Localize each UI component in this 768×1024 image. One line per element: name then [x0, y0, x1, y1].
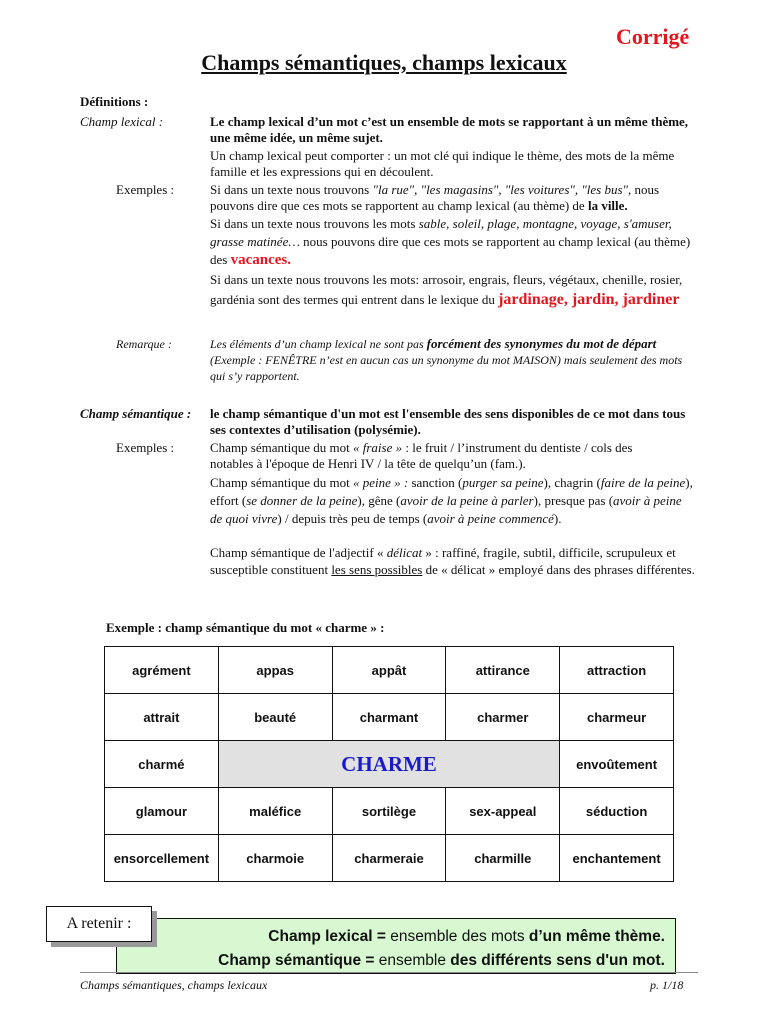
- ex1-text-a: Si dans un texte nous trouvons: [210, 182, 373, 197]
- table-cell: appât: [332, 647, 446, 694]
- table-cell: ensorcellement: [105, 835, 219, 882]
- ex3-text-a: Si dans un texte nous trouvons les mots: arrosoir, engrais, fleurs, végétaux, chenille, rosier, gardénia sont des termes qui entrent dans le lexique du: [210, 272, 683, 307]
- table-cell: envoûtement: [560, 741, 674, 788]
- sem-ex2-d: ), effort (: [210, 475, 693, 508]
- corrige-label: Corrigé: [616, 24, 690, 49]
- lexical-example-1: [210, 182, 700, 214]
- ex2-theme: vacances.: [230, 252, 291, 268]
- summary-l1-norm: ensemble des mots: [385, 928, 529, 945]
- table-cell: agrément: [105, 647, 219, 694]
- ex1-theme: la ville.: [587, 198, 628, 213]
- table-cell: sex-appeal: [446, 788, 560, 835]
- table-row: [105, 741, 674, 788]
- table-cell: beauté: [218, 694, 332, 741]
- lexical-label: Champ lexical :: [80, 114, 164, 129]
- footer-divider: [80, 972, 698, 973]
- lexical-example-3: [210, 270, 688, 310]
- table-cell: charmoie: [218, 835, 332, 882]
- page-title: Champs sémantiques, champs lexicaux: [201, 50, 567, 75]
- table-row: [105, 694, 674, 741]
- summary-l2-end: des différents sens d'un mot.: [450, 952, 665, 969]
- summary-line-1: [117, 925, 665, 949]
- remark-text-b: (Exemple : FENÊTRE n’est en aucun cas un synonyme du mot MAISON) mais seulement des mots qui s’y rapportent.: [210, 353, 683, 383]
- ex3-theme: jardinage, jardin, jardiner: [498, 291, 680, 308]
- ex1-words: "la rue", "les magasins", "les voitures", "les bus",: [372, 182, 632, 197]
- sem-ex2-a: Champ sémantique du mot: [210, 475, 353, 490]
- sem-ex1-a: Champ sémantique du mot: [210, 440, 353, 455]
- semantic-label: Champ sémantique :: [80, 406, 192, 421]
- lexical-note: Un champ lexical peut comporter : un mot clé qui indique le thème, des mots de la même famille et les expressions qui en découlent.: [210, 148, 675, 179]
- remark-text: [210, 336, 700, 384]
- sem-ex1-word: « fraise »: [352, 440, 403, 455]
- ex2-text-a: Si dans un texte nous trouvons les mots: [210, 216, 419, 231]
- table-cell: maléfice: [218, 788, 332, 835]
- table-cell: enchantement: [560, 835, 674, 882]
- sem-ex2-h: ).: [553, 511, 562, 526]
- sem-ex1-b: : le fruit / l’instrument du dentiste / cols des notables à l'époque de Henri IV / la tête de quelqu’un (fam.).: [210, 440, 633, 471]
- remark-bold: forcément des synonymes du mot de départ: [426, 336, 657, 351]
- sem-ex2-g: ) / depuis très peu de temps (: [277, 511, 428, 526]
- footer-page-number: p. 1/18: [650, 978, 684, 992]
- table-cell: attirance: [446, 647, 560, 694]
- table-row: [105, 835, 674, 882]
- sem-ex2-i4: avoir de la peine à parler: [400, 493, 534, 508]
- summary-l2-bold: Champ sémantique =: [218, 952, 375, 969]
- sem-ex2-i5: avoir à peine de quoi vivre: [210, 493, 682, 526]
- table-cell: charmé: [105, 741, 219, 788]
- summary-box: [116, 918, 676, 974]
- summary-l1-end: d’un même thème.: [528, 928, 665, 945]
- sem-ex2-b: sanction (: [408, 475, 463, 490]
- table-cell: sortilège: [332, 788, 446, 835]
- sem-ex2-f: ), presque pas (: [533, 493, 614, 508]
- sem-ex2-i3: se donner de la peine: [246, 493, 358, 508]
- sem-ex2-c: ), chagrin (: [543, 475, 601, 490]
- table-row: [105, 788, 674, 835]
- sem-ex2-word: « peine » :: [352, 475, 409, 490]
- sem-ex3-word: délicat: [386, 545, 423, 560]
- table-cell: charmer: [446, 694, 560, 741]
- charme-table: [104, 646, 674, 882]
- semantic-example-2: [210, 474, 696, 528]
- ex2-words: sable, soleil, plage, montagne, voyage, s'amuser, grasse matinée…: [210, 216, 672, 249]
- retenir-label: A retenir :: [46, 906, 152, 942]
- table-cell: charmeur: [560, 694, 674, 741]
- sem-ex2-i2: faire de la peine: [600, 475, 686, 490]
- semantic-example-3: [210, 544, 696, 578]
- footer-title: Champs sémantiques, champs lexicaux: [80, 978, 268, 992]
- table-center-cell: CHARME: [218, 741, 559, 788]
- sem-ex3-a: Champ sémantique de l'adjectif «: [210, 545, 387, 560]
- lexical-definition: Le champ lexical d’un mot c’est un ensemble de mots se rapportant à un même thème, une même idée, un même sujet.: [210, 114, 689, 145]
- ex2-text-b: nous pouvons dire que ces mots se rapportent au champ lexical (au thème) des: [210, 234, 691, 267]
- table-cell: attraction: [560, 647, 674, 694]
- sem-ex3-b: » : raffiné, fragile, subtil, difficile, scrupuleux et susceptible constituent: [210, 545, 676, 577]
- summary-line-2: [117, 949, 665, 973]
- table-heading: Exemple : champ sémantique du mot « charme » :: [106, 620, 385, 635]
- table-cell: glamour: [105, 788, 219, 835]
- semantic-example-1: [210, 440, 660, 472]
- remark-label: Remarque :: [116, 337, 172, 351]
- table-row: [105, 647, 674, 694]
- summary-l2-norm: ensemble: [374, 952, 451, 969]
- lexical-examples-label: Exemples :: [116, 182, 175, 197]
- table-cell: attrait: [105, 694, 219, 741]
- semantic-definition: le champ sémantique d'un mot est l'ensemble des sens disponibles de ce mot dans tous ses contextes d’utilisation (polysémie).: [210, 406, 686, 437]
- table-cell: charmant: [332, 694, 446, 741]
- semantic-examples-label: Exemples :: [116, 440, 175, 455]
- sem-ex3-u: les sens possibles: [331, 562, 423, 577]
- table-cell: charmeraie: [332, 835, 446, 882]
- definitions-heading: Définitions :: [80, 94, 149, 109]
- sem-ex3-c: de « délicat » employé dans des phrases différentes.: [422, 562, 695, 577]
- table-cell: séduction: [560, 788, 674, 835]
- sem-ex2-i1: purger sa peine: [462, 475, 544, 490]
- sem-ex2-e: ), gêne (: [357, 493, 401, 508]
- remark-text-a: Les éléments d’un champ lexical ne sont pas: [210, 337, 427, 351]
- lexical-example-2: [210, 215, 700, 269]
- summary-l1-bold: Champ lexical =: [268, 928, 386, 945]
- ex1-text-b: nous pouvons dire que ces mots se rapportent au champ lexical (au thème) de: [210, 182, 660, 213]
- table-cell: charmille: [446, 835, 560, 882]
- sem-ex2-i6: avoir à peine commencé: [427, 511, 554, 526]
- table-cell: appas: [218, 647, 332, 694]
